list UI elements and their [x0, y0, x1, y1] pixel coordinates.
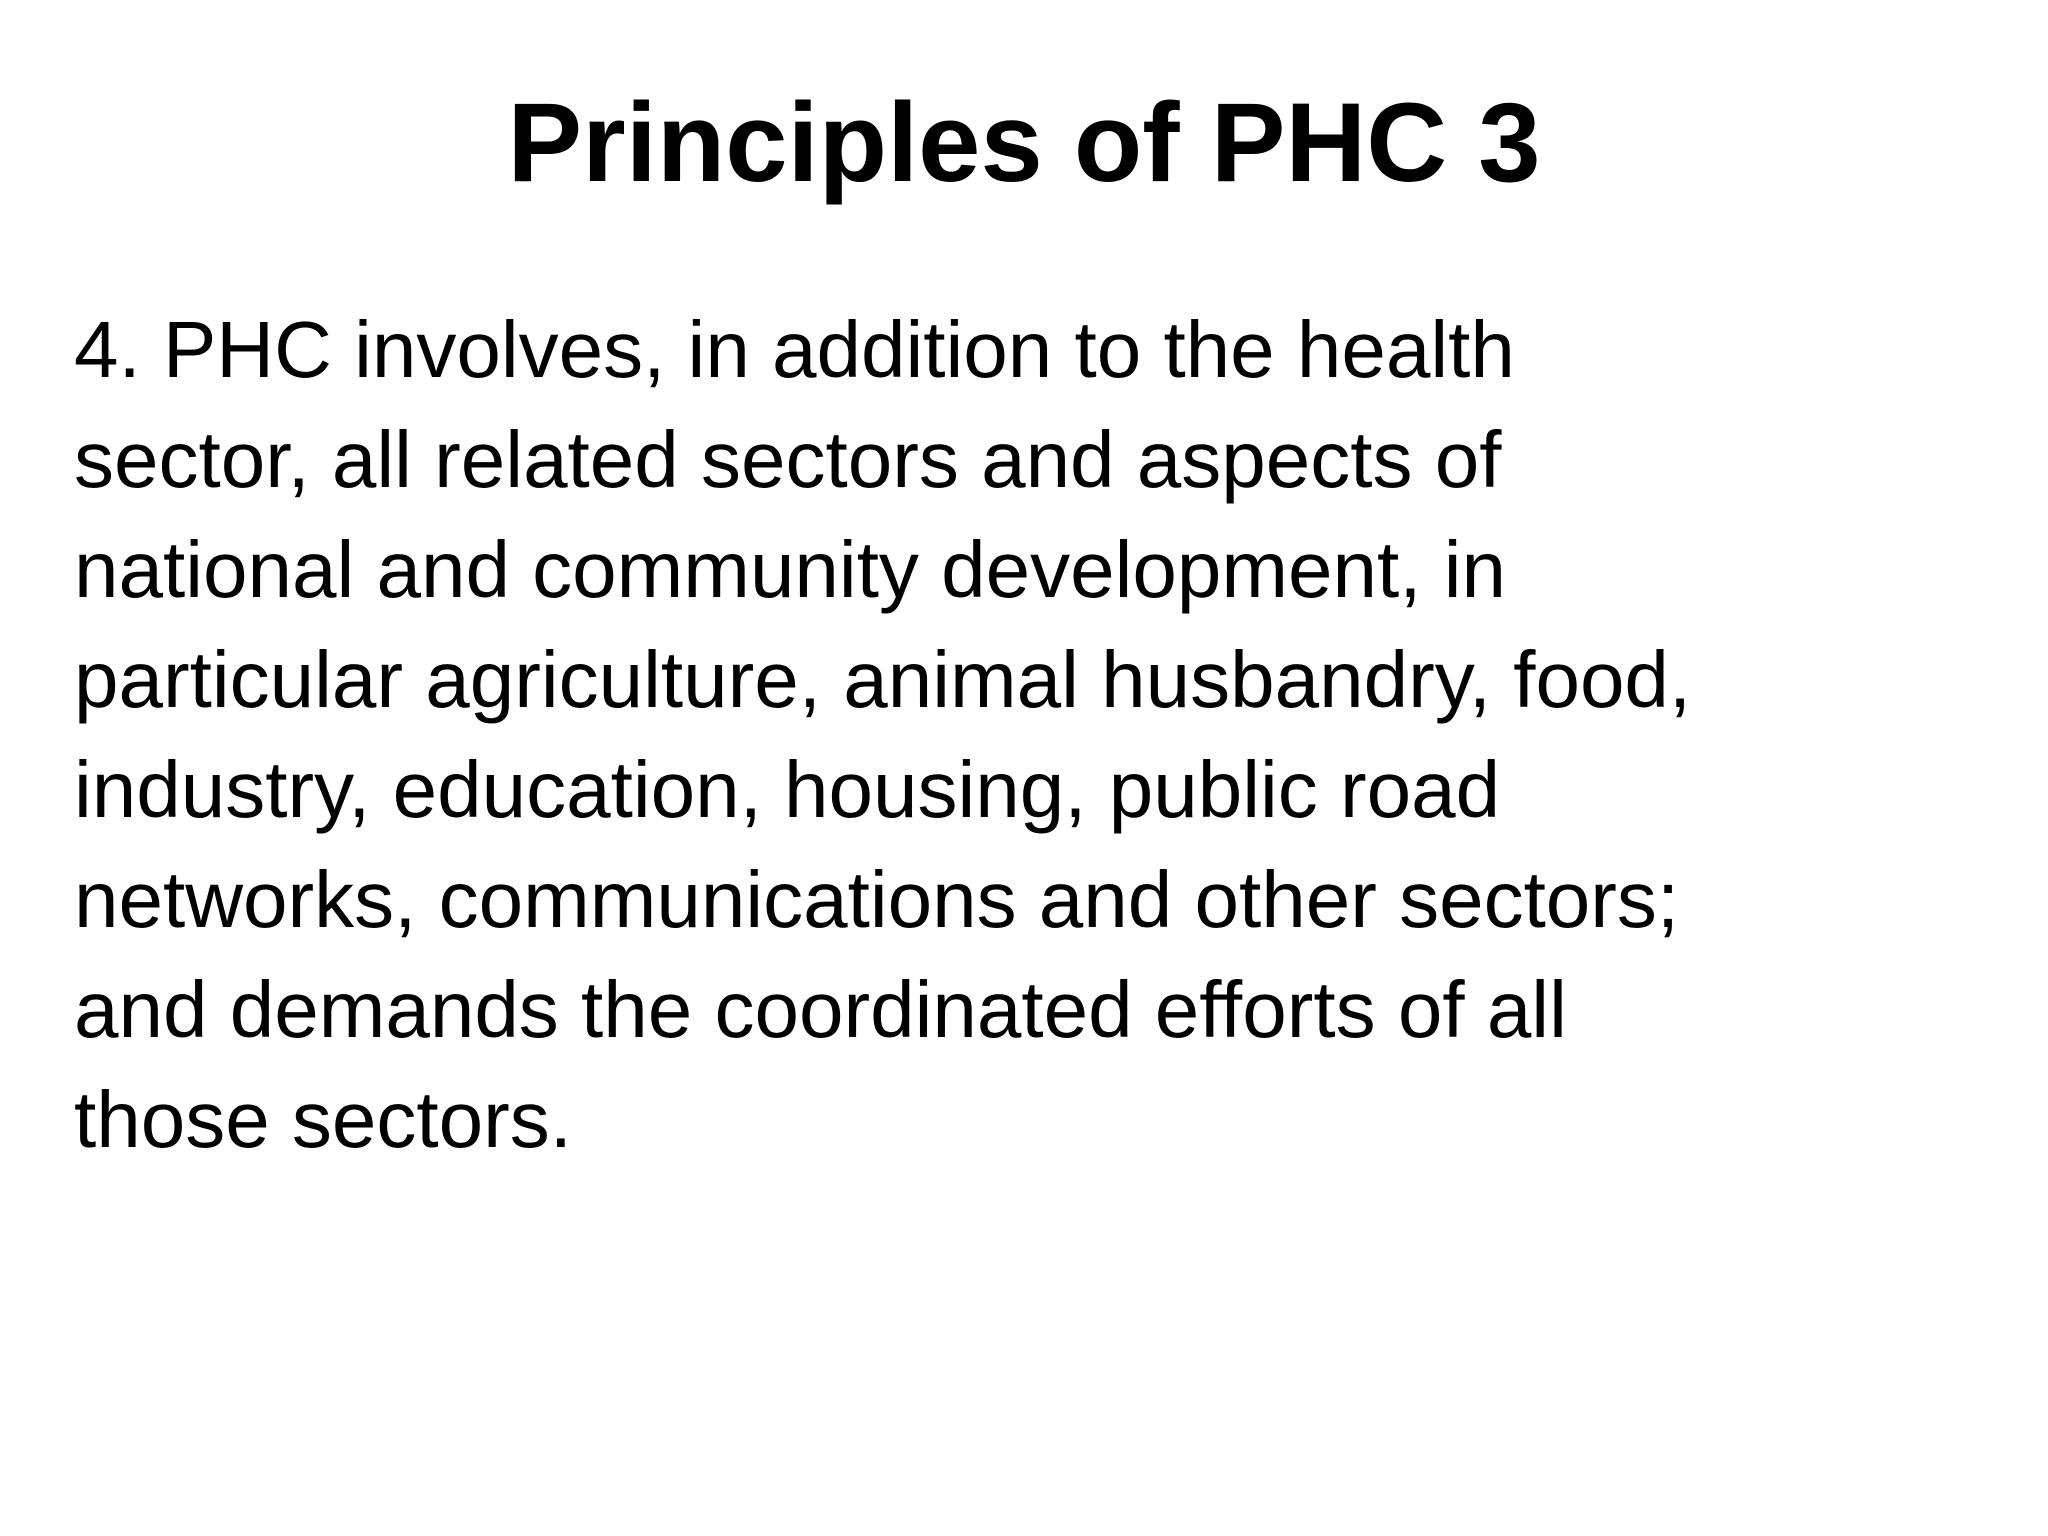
body-line-5: industry, education, housing, public road	[74, 745, 1501, 834]
slide-body-text	[74, 295, 2004, 1175]
body-line-8: those sectors.	[74, 1075, 573, 1164]
body-line-6: networks, communications and other sectors;	[74, 855, 1680, 944]
body-line-1: 4. PHC involves, in addition to the health	[74, 305, 1515, 394]
body-line-3: national and community development, in	[74, 525, 1506, 614]
body-line-4: particular agriculture, animal husbandry, food,	[74, 635, 1692, 724]
body-line-2: sector, all related sectors and aspects of	[74, 415, 1502, 504]
body-line-7: and demands the coordinated efforts of all	[74, 965, 1567, 1054]
slide-title: Principles of PHC 3	[507, 80, 1541, 205]
